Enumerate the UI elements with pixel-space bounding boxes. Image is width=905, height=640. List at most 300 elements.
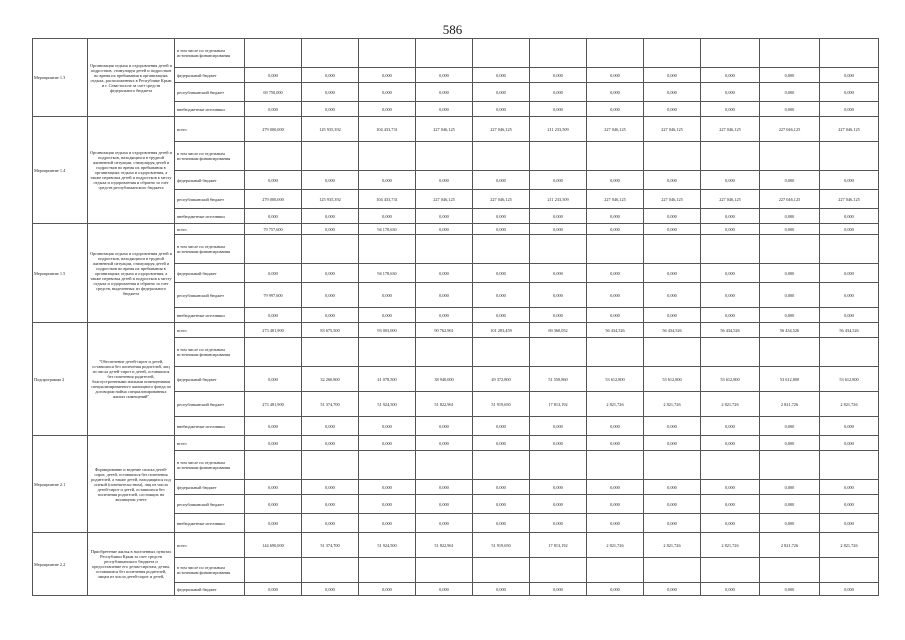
amount-cell: 0,000	[587, 514, 644, 533]
amount-cell: 0,000	[820, 436, 879, 451]
amount-cell: 0,000	[473, 102, 530, 117]
amount-cell	[820, 338, 879, 367]
amount-cell: 279 000,000	[245, 117, 302, 142]
amount-cell	[473, 235, 530, 264]
amount-cell	[245, 558, 302, 583]
amount-cell: 51 924,500	[359, 533, 416, 558]
amount-cell: 41 078,500	[359, 367, 416, 392]
amount-cell: 0,000	[760, 583, 820, 596]
amount-cell: 0,000	[530, 264, 587, 283]
amount-cell: 0,000	[245, 367, 302, 392]
amount-cell	[416, 142, 473, 171]
funding-source: внебюджетные источники	[175, 308, 245, 323]
amount-cell: 144 690,000	[245, 533, 302, 558]
amount-cell	[701, 235, 760, 264]
amount-cell: 0,000	[820, 480, 879, 495]
amount-cell: 53 612,800	[760, 367, 820, 392]
funding-source: всего	[175, 323, 245, 338]
amount-cell: 0,000	[359, 583, 416, 596]
amount-cell: 0,000	[473, 308, 530, 323]
amount-cell: 0,000	[359, 417, 416, 436]
amount-cell	[245, 142, 302, 171]
amount-cell: 0,000	[245, 417, 302, 436]
amount-cell: 53 612,800	[587, 367, 644, 392]
amount-cell: 227 046,125	[473, 190, 530, 209]
amount-cell: 0,000	[245, 264, 302, 283]
amount-cell	[587, 39, 644, 68]
amount-cell: 0,000	[587, 583, 644, 596]
amount-cell: 0,000	[302, 68, 359, 83]
amount-cell: 0,000	[359, 514, 416, 533]
amount-cell: 0,000	[302, 83, 359, 102]
amount-cell: 0,000	[644, 171, 701, 190]
amount-cell: 0,000	[245, 209, 302, 224]
amount-cell: 0,000	[245, 480, 302, 495]
amount-cell	[587, 142, 644, 171]
amount-cell: 90 762,961	[416, 323, 473, 338]
amount-cell: 0,000	[701, 224, 760, 235]
amount-cell: 0,000	[760, 83, 820, 102]
amount-cell: 227 046,125	[587, 117, 644, 142]
amount-cell: 0,000	[473, 495, 530, 514]
amount-cell: 0,000	[473, 224, 530, 235]
amount-cell: 49 372,800	[473, 367, 530, 392]
amount-cell	[473, 558, 530, 583]
amount-cell: 51 919,650	[473, 533, 530, 558]
amount-cell: 0,000	[473, 209, 530, 224]
amount-cell	[587, 338, 644, 367]
amount-cell: 0,000	[760, 224, 820, 235]
funding-source: внебюджетные источники	[175, 209, 245, 224]
amount-cell: 0,000	[416, 102, 473, 117]
measure-label: Мероприятие 2.2	[33, 533, 88, 596]
amount-cell: 0,000	[820, 308, 879, 323]
amount-cell: 0,000	[760, 514, 820, 533]
amount-cell: 273 481,900	[245, 392, 302, 417]
amount-cell: 0,000	[530, 495, 587, 514]
amount-cell: 0,000	[302, 514, 359, 533]
measure-description: Приобретение жилья в населенных пунктах Республики Крым за счет средств республиканского бюджета и предоставление его детям-сиротам, детям, оставшимся без попечения родителей, лицам из числа детей-сирот и детей,	[88, 533, 175, 596]
funding-source: в том числе по отдельным источникам финансирования	[175, 558, 245, 583]
amount-cell: 2 821,726	[760, 533, 820, 558]
amount-cell: 2 821,726	[644, 392, 701, 417]
amount-cell	[760, 235, 820, 264]
measure-description: Формирование и ведение списка детей-сирот, детей, оставшихся без попечения родителей, а также детей, находящихся под опекой (попечительством), лиц из числа детей-сирот и детей, оставшихся без попечения родителей, состоящих на жилищном учете	[88, 436, 175, 533]
amount-cell	[359, 451, 416, 480]
funding-source: федеральный бюджет	[175, 480, 245, 495]
amount-cell: 0,000	[760, 171, 820, 190]
amount-cell: 211 233,509	[530, 117, 587, 142]
amount-cell: 2 821,726	[701, 392, 760, 417]
amount-cell: 0,000	[473, 68, 530, 83]
amount-cell: 51 822,961	[416, 392, 473, 417]
amount-cell: 56 434,526	[644, 323, 701, 338]
amount-cell	[644, 558, 701, 583]
amount-cell: 69 750,000	[245, 83, 302, 102]
amount-cell: 0,000	[760, 283, 820, 308]
funding-source: федеральный бюджет	[175, 264, 245, 283]
amount-cell: 0,000	[820, 83, 879, 102]
amount-cell: 0,000	[760, 68, 820, 83]
amount-cell	[302, 558, 359, 583]
amount-cell	[245, 338, 302, 367]
measure-label: Мероприятие 2.1	[33, 436, 88, 533]
funding-source: федеральный бюджет	[175, 171, 245, 190]
amount-cell	[359, 39, 416, 68]
amount-cell: 279 000,000	[245, 190, 302, 209]
amount-cell: 0,000	[530, 209, 587, 224]
measure-description: Организация отдыха и оздоровления детей и подростков, находящихся в трудной жизненной ситуации, стимулируя детей и подростков во время их пребывания в организациях отдыха и оздоровления, а также перевозка детей и подростков к месту отдыха и оздоровления и обратно за счет средств республиканского бюджета	[88, 117, 175, 224]
amount-cell: 0,000	[416, 417, 473, 436]
amount-cell	[359, 142, 416, 171]
amount-cell: 0,000	[644, 209, 701, 224]
amount-cell: 0,000	[359, 83, 416, 102]
amount-cell: 0,000	[644, 436, 701, 451]
amount-cell: 0,000	[416, 308, 473, 323]
funding-source: внебюджетные источники	[175, 417, 245, 436]
amount-cell: 0,000	[530, 480, 587, 495]
amount-cell	[820, 142, 879, 171]
amount-cell: 0,000	[302, 171, 359, 190]
amount-cell: 0,000	[587, 171, 644, 190]
table-row	[33, 533, 879, 558]
amount-cell: 0,000	[587, 436, 644, 451]
amount-cell: 94 178,630	[359, 224, 416, 235]
amount-cell: 0,000	[820, 417, 879, 436]
amount-cell	[302, 142, 359, 171]
amount-cell: 2 821,726	[587, 392, 644, 417]
amount-cell: 0,000	[701, 480, 760, 495]
amount-cell: 0,000	[587, 264, 644, 283]
amount-cell: 0,000	[530, 102, 587, 117]
measure-description: "Обеспечение детей-сирот и детей, оставшихся без попечения родителей, лиц из числа детей-сирот и детей, оставшихся без попечения родителей, благоустроенными жилыми помещениями специализированного жилищного фонда по договорам найма специализированных жилых помещений"	[88, 323, 175, 436]
amount-cell: 0,000	[245, 68, 302, 83]
amount-cell: 227 046,125	[701, 117, 760, 142]
amount-cell: 0,000	[644, 68, 701, 83]
funding-source: в том числе по отдельным источникам финансирования	[175, 235, 245, 264]
amount-cell: 227 046,125	[416, 190, 473, 209]
funding-source: внебюджетные источники	[175, 514, 245, 533]
table-row	[33, 323, 879, 338]
amount-cell: 211 233,509	[530, 190, 587, 209]
amount-cell: 0,000	[530, 436, 587, 451]
amount-cell: 0,000	[644, 514, 701, 533]
amount-cell: 0,000	[820, 68, 879, 83]
amount-cell: 0,000	[820, 171, 879, 190]
amount-cell	[820, 39, 879, 68]
amount-cell	[302, 451, 359, 480]
amount-cell: 0,000	[644, 480, 701, 495]
amount-cell: 0,000	[359, 480, 416, 495]
amount-cell	[760, 451, 820, 480]
funding-source: всего	[175, 117, 245, 142]
amount-cell: 56 434,526	[820, 323, 879, 338]
amount-cell: 0,000	[359, 209, 416, 224]
amount-cell: 0,000	[473, 171, 530, 190]
amount-cell: 0,000	[587, 283, 644, 308]
amount-cell: 0,000	[701, 68, 760, 83]
amount-cell: 0,000	[359, 436, 416, 451]
amount-cell	[530, 338, 587, 367]
amount-cell: 56 434,526	[701, 323, 760, 338]
amount-cell	[416, 338, 473, 367]
amount-cell: 0,000	[473, 283, 530, 308]
amount-cell: 0,000	[644, 264, 701, 283]
amount-cell: 0,000	[820, 102, 879, 117]
amount-cell: 17 813,192	[530, 533, 587, 558]
amount-cell: 0,000	[416, 514, 473, 533]
amount-cell: 0,000	[760, 308, 820, 323]
amount-cell: 0,000	[416, 436, 473, 451]
amount-cell	[245, 39, 302, 68]
amount-cell: 79 757,600	[245, 224, 302, 235]
amount-cell: 227 046,125	[760, 190, 820, 209]
amount-cell	[644, 338, 701, 367]
amount-cell	[760, 39, 820, 68]
amount-cell: 0,000	[302, 224, 359, 235]
amount-cell	[302, 39, 359, 68]
amount-cell: 104 433,731	[359, 190, 416, 209]
amount-cell: 56 434,526	[587, 323, 644, 338]
amount-cell: 17 813,192	[530, 392, 587, 417]
funding-source: республиканский бюджет	[175, 495, 245, 514]
amount-cell	[701, 142, 760, 171]
amount-cell	[302, 338, 359, 367]
measure-description: Организация отдыха и оздоровления детей и подростков, стимулируя детей и подростков во время их пребывания в организациях отдыха, расположенных в Республике Крым и г. Севастополе за счет средств федерального бюджета	[88, 39, 175, 117]
amount-cell: 53 612,800	[820, 367, 879, 392]
amount-cell	[473, 451, 530, 480]
amount-cell: 0,000	[760, 102, 820, 117]
amount-cell	[416, 558, 473, 583]
amount-cell: 0,000	[302, 480, 359, 495]
amount-cell: 0,000	[245, 583, 302, 596]
amount-cell	[245, 451, 302, 480]
measure-label: Мероприятие 1.3	[33, 39, 88, 117]
amount-cell	[530, 558, 587, 583]
amount-cell: 0,000	[701, 209, 760, 224]
amount-cell: 0,000	[820, 264, 879, 283]
amount-cell: 0,000	[473, 83, 530, 102]
amount-cell: 0,000	[530, 283, 587, 308]
amount-cell: 0,000	[820, 495, 879, 514]
amount-cell	[644, 142, 701, 171]
funding-source: федеральный бюджет	[175, 367, 245, 392]
amount-cell: 0,000	[473, 436, 530, 451]
amount-cell: 227 046,125	[820, 117, 879, 142]
amount-cell	[473, 142, 530, 171]
amount-cell: 2 821,726	[587, 533, 644, 558]
funding-source: всего	[175, 533, 245, 558]
amount-cell: 0,000	[760, 209, 820, 224]
amount-cell: 0,000	[701, 583, 760, 596]
amount-cell: 104 433,731	[359, 117, 416, 142]
amount-cell: 0,000	[416, 68, 473, 83]
amount-cell: 0,000	[820, 224, 879, 235]
amount-cell: 0,000	[416, 224, 473, 235]
amount-cell: 94 178,630	[359, 264, 416, 283]
amount-cell: 0,000	[644, 83, 701, 102]
amount-cell: 2 821,726	[820, 392, 879, 417]
funding-source: внебюджетные источники	[175, 102, 245, 117]
amount-cell	[760, 142, 820, 171]
amount-cell: 0,000	[473, 480, 530, 495]
funding-source: республиканский бюджет	[175, 190, 245, 209]
amount-cell	[302, 235, 359, 264]
amount-cell: 0,000	[587, 417, 644, 436]
amount-cell: 0,000	[644, 583, 701, 596]
amount-cell: 2 821,726	[701, 533, 760, 558]
amount-cell	[587, 558, 644, 583]
amount-cell: 0,000	[530, 83, 587, 102]
amount-cell: 0,000	[530, 68, 587, 83]
funding-source: республиканский бюджет	[175, 283, 245, 308]
amount-cell: 0,000	[359, 68, 416, 83]
funding-source: всего	[175, 224, 245, 235]
budget-table	[32, 38, 879, 596]
amount-cell: 0,000	[359, 171, 416, 190]
amount-cell: 0,000	[302, 495, 359, 514]
table-row	[33, 436, 879, 451]
amount-cell: 2 821,726	[644, 533, 701, 558]
amount-cell: 0,000	[701, 514, 760, 533]
amount-cell: 0,000	[416, 83, 473, 102]
amount-cell	[530, 451, 587, 480]
amount-cell: 0,000	[245, 171, 302, 190]
amount-cell	[245, 235, 302, 264]
amount-cell: 53 612,800	[701, 367, 760, 392]
amount-cell: 0,000	[473, 514, 530, 533]
amount-cell	[701, 558, 760, 583]
amount-cell	[587, 451, 644, 480]
amount-cell: 0,000	[473, 417, 530, 436]
amount-cell: 51 550,860	[530, 367, 587, 392]
amount-cell: 0,000	[820, 514, 879, 533]
amount-cell: 227 046,125	[760, 117, 820, 142]
amount-cell: 0,000	[587, 83, 644, 102]
measure-description: Организация отдыха и оздоровления детей и подростков, находящихся в трудной жизненной ситуации, стимулируя детей и подростков во время их пребывания в организациях отдыха и оздоровления, а также перевозка детей и подростков к месту отдыха и оздоровления и обратно за счет средств, выделенных из федерального бюджета	[88, 224, 175, 323]
amount-cell: 0,000	[701, 171, 760, 190]
amount-cell	[359, 235, 416, 264]
amount-cell	[359, 338, 416, 367]
amount-cell: 53 612,800	[644, 367, 701, 392]
amount-cell: 0,000	[587, 308, 644, 323]
amount-cell: 0,000	[473, 264, 530, 283]
amount-cell	[416, 451, 473, 480]
amount-cell: 227 046,125	[416, 117, 473, 142]
amount-cell	[587, 235, 644, 264]
measure-label: Подпрограмма 2	[33, 323, 88, 436]
amount-cell: 38 940,000	[416, 367, 473, 392]
amount-cell: 0,000	[416, 283, 473, 308]
amount-cell: 0,000	[587, 209, 644, 224]
table-row	[33, 117, 879, 142]
amount-cell: 0,000	[644, 224, 701, 235]
amount-cell: 0,000	[701, 308, 760, 323]
amount-cell	[760, 558, 820, 583]
amount-cell: 2 821,726	[760, 392, 820, 417]
amount-cell: 227 046,125	[587, 190, 644, 209]
amount-cell: 125 935,392	[302, 117, 359, 142]
amount-cell: 101 283,459	[473, 323, 530, 338]
amount-cell: 227 046,125	[473, 117, 530, 142]
amount-cell: 79 997,600	[245, 283, 302, 308]
amount-cell: 83 675,500	[302, 323, 359, 338]
amount-cell	[359, 558, 416, 583]
amount-cell: 0,000	[302, 264, 359, 283]
funding-source: всего	[175, 436, 245, 451]
amount-cell: 0,000	[760, 480, 820, 495]
amount-cell: 32 260,800	[302, 367, 359, 392]
table-row	[33, 224, 879, 235]
amount-cell: 0,000	[359, 308, 416, 323]
amount-cell: 0,000	[820, 583, 879, 596]
amount-cell: 0,000	[644, 102, 701, 117]
amount-cell	[473, 39, 530, 68]
amount-cell: 0,000	[302, 102, 359, 117]
amount-cell: 0,000	[245, 495, 302, 514]
amount-cell: 0,000	[701, 495, 760, 514]
amount-cell: 0,000	[530, 514, 587, 533]
amount-cell: 0,000	[587, 224, 644, 235]
amount-cell: 0,000	[359, 283, 416, 308]
amount-cell	[530, 235, 587, 264]
amount-cell: 0,000	[760, 495, 820, 514]
amount-cell: 0,000	[245, 514, 302, 533]
funding-source: республиканский бюджет	[175, 392, 245, 417]
amount-cell: 0,000	[359, 495, 416, 514]
amount-cell: 0,000	[701, 83, 760, 102]
amount-cell: 0,000	[701, 264, 760, 283]
amount-cell	[416, 235, 473, 264]
amount-cell	[644, 39, 701, 68]
amount-cell: 0,000	[701, 283, 760, 308]
amount-cell	[644, 235, 701, 264]
amount-cell: 2 821,726	[820, 533, 879, 558]
amount-cell: 0,000	[701, 417, 760, 436]
amount-cell: 0,000	[245, 436, 302, 451]
amount-cell: 0,000	[644, 495, 701, 514]
table-row	[33, 39, 879, 68]
amount-cell: 0,000	[473, 583, 530, 596]
amount-cell: 0,000	[302, 417, 359, 436]
amount-cell: 227 046,125	[701, 190, 760, 209]
amount-cell	[473, 338, 530, 367]
amount-cell: 0,000	[644, 417, 701, 436]
amount-cell	[701, 451, 760, 480]
amount-cell: 227 046,125	[644, 190, 701, 209]
amount-cell: 0,000	[530, 171, 587, 190]
amount-cell: 0,000	[644, 308, 701, 323]
measure-label: Мероприятие 1.4	[33, 117, 88, 224]
amount-cell: 0,000	[302, 308, 359, 323]
amount-cell: 273 481,900	[245, 323, 302, 338]
amount-cell: 0,000	[587, 102, 644, 117]
amount-cell	[701, 338, 760, 367]
amount-cell: 0,000	[701, 436, 760, 451]
amount-cell: 69 360,052	[530, 323, 587, 338]
amount-cell	[820, 558, 879, 583]
funding-source: федеральный бюджет	[175, 583, 245, 596]
amount-cell: 0,000	[701, 102, 760, 117]
funding-source: в том числе по отдельным источникам финансирования	[175, 39, 245, 68]
amount-cell: 0,000	[359, 102, 416, 117]
amount-cell: 51 822,961	[416, 533, 473, 558]
funding-source: в том числе по отдельным источникам финансирования	[175, 451, 245, 480]
amount-cell: 0,000	[820, 283, 879, 308]
amount-cell	[644, 451, 701, 480]
amount-cell	[416, 39, 473, 68]
amount-cell: 0,000	[245, 308, 302, 323]
